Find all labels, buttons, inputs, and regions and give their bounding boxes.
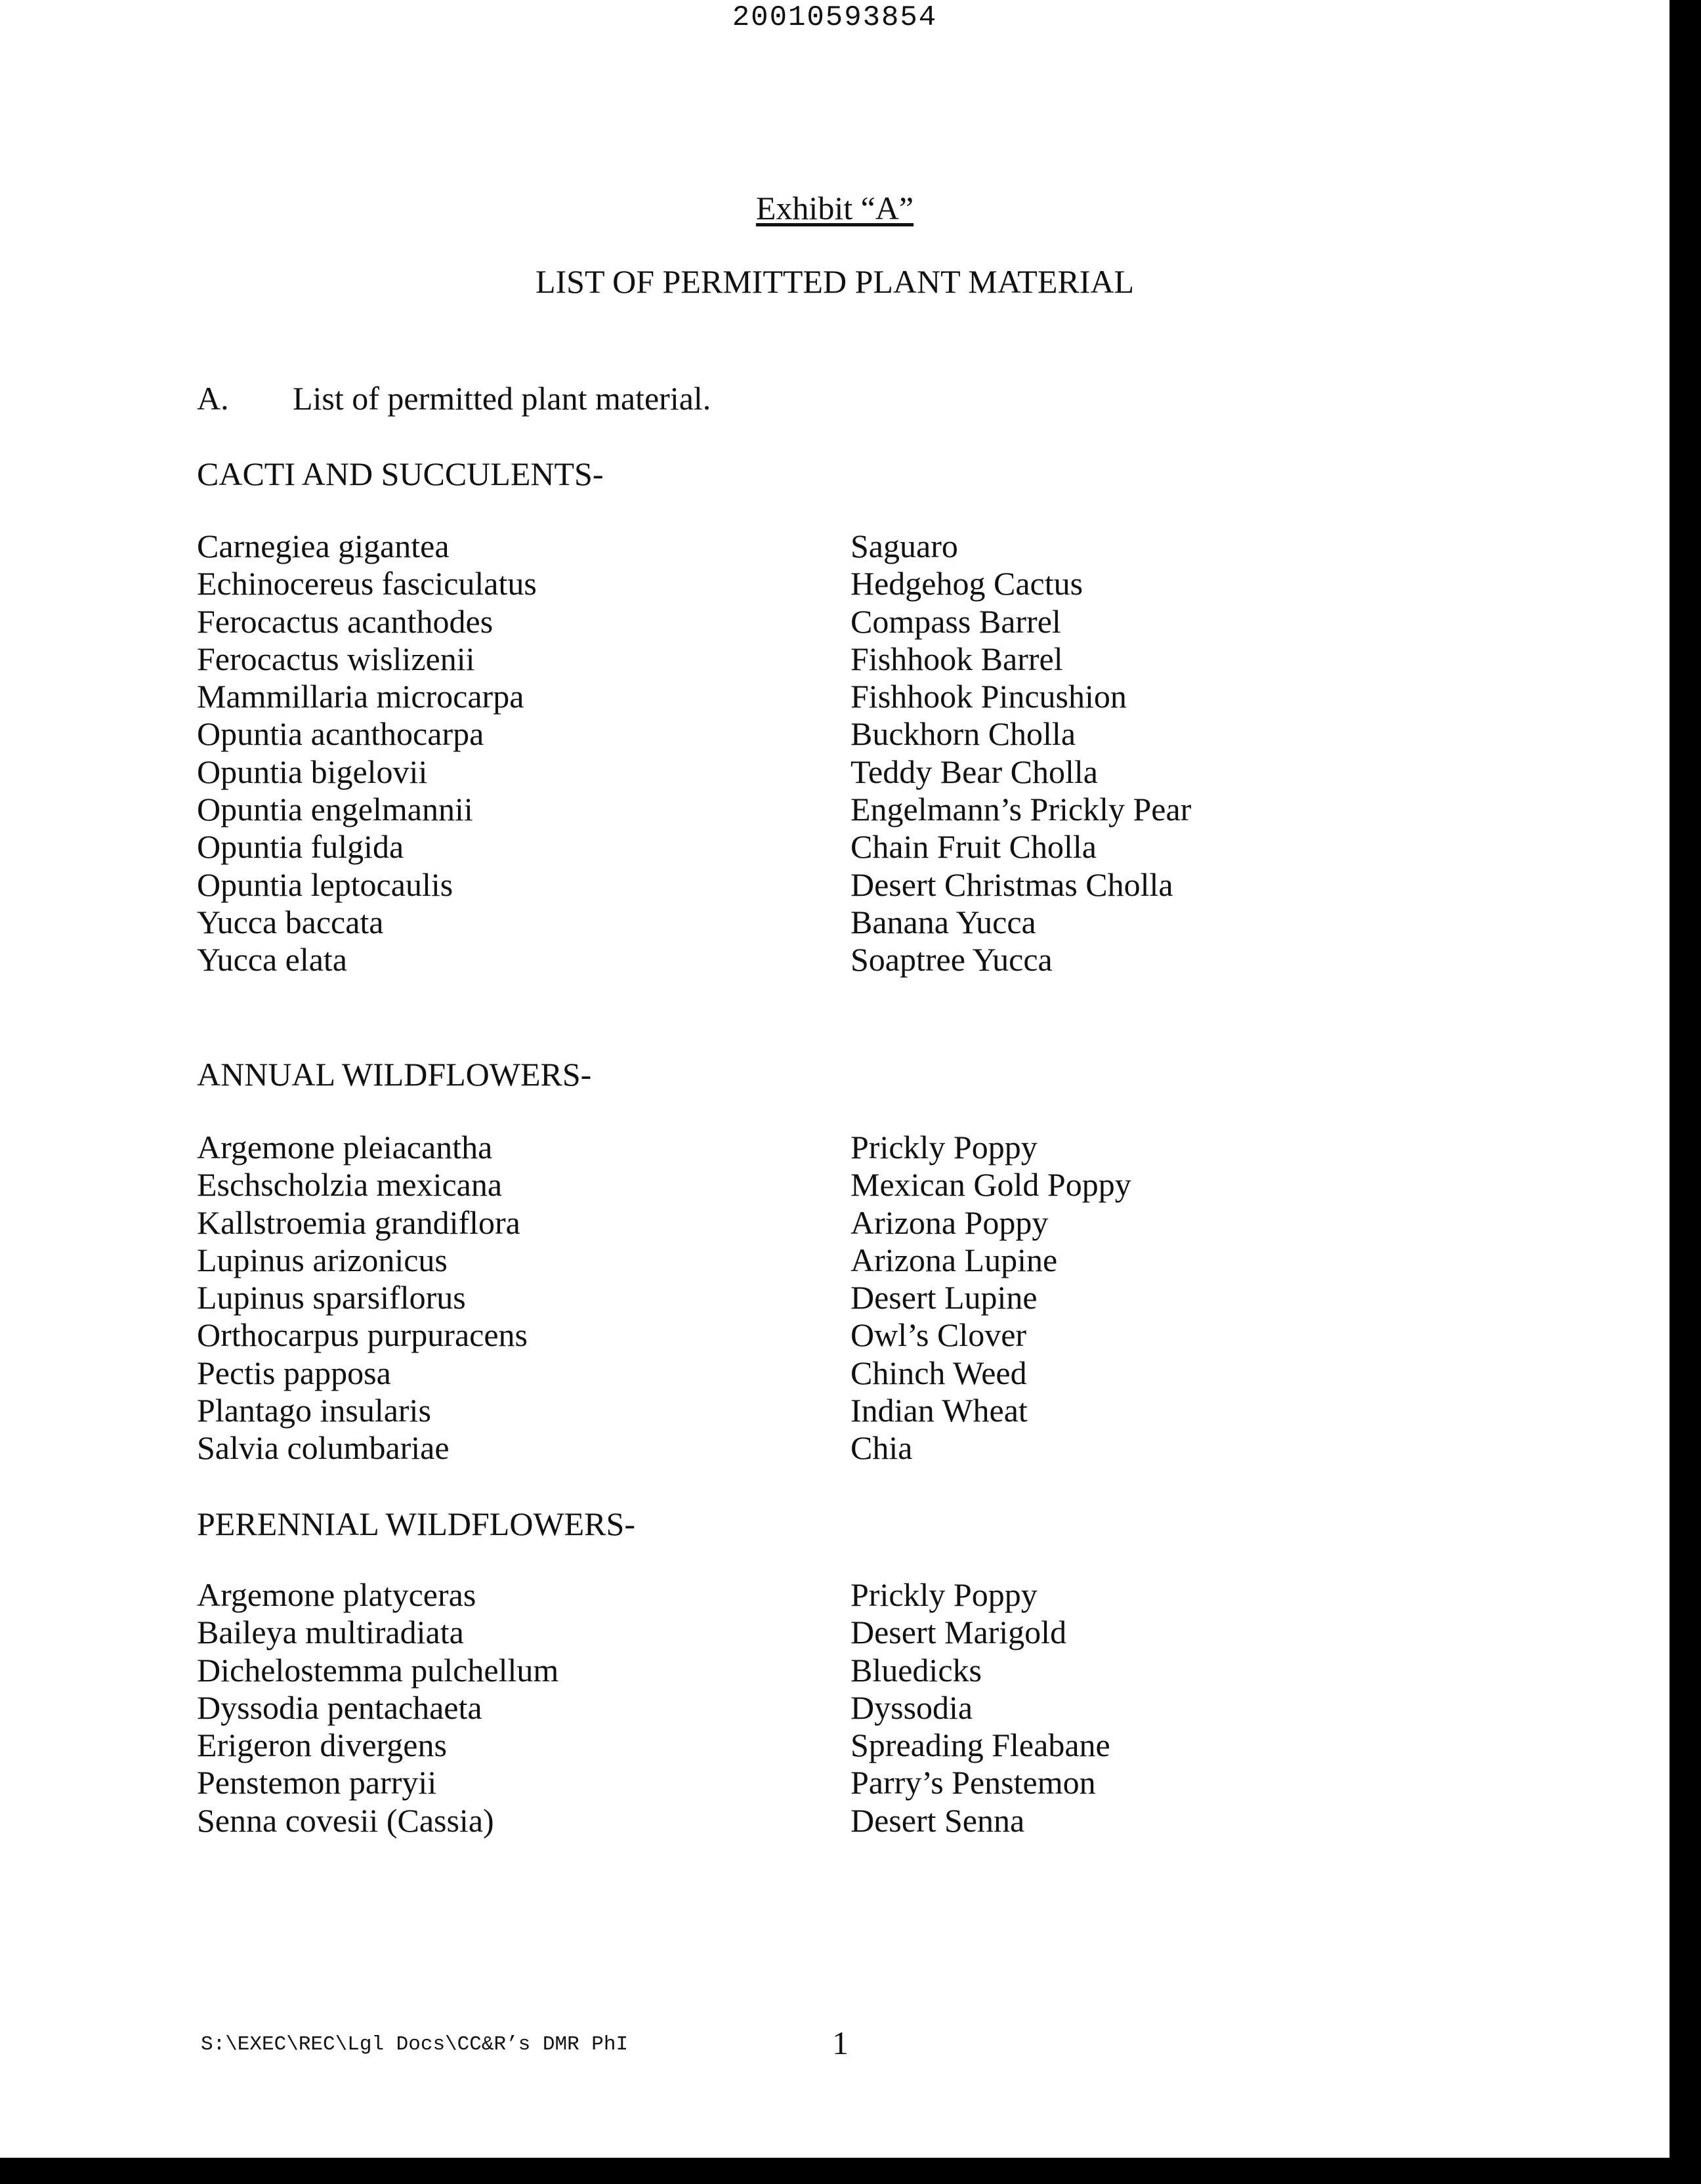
common-name: Chain Fruit Cholla — [850, 828, 1097, 866]
section-heading-perennial: PERENNIAL WILDFLOWERS- — [197, 1505, 635, 1542]
plant-row — [197, 941, 1575, 978]
page-number: 1 — [832, 2025, 849, 2061]
footer-file-path: S:\EXEC\REC\Lgl Docs\CC&R’s DMR PhI — [201, 2033, 629, 2056]
scientific-name: Dichelostemma pulchellum — [197, 1651, 559, 1689]
common-name: Bluedicks — [850, 1651, 982, 1689]
plant-row — [197, 678, 1575, 715]
common-name: Banana Yucca — [850, 903, 1036, 940]
plant-row — [197, 1764, 1575, 1801]
common-name: Prickly Poppy — [850, 1576, 1038, 1613]
section-a-marker: A. — [197, 380, 229, 417]
common-name: Teddy Bear Cholla — [850, 753, 1098, 790]
plant-list-annual — [197, 1129, 1575, 1467]
plant-row — [197, 1316, 1575, 1354]
common-name: Arizona Poppy — [850, 1204, 1049, 1241]
scientific-name: Salvia columbariae — [197, 1429, 450, 1467]
scientific-name: Lupinus arizonicus — [197, 1241, 448, 1278]
plant-row — [197, 1354, 1575, 1392]
scientific-name: Opuntia engelmannii — [197, 791, 473, 828]
scientific-name: Yucca baccata — [197, 903, 384, 940]
scientific-name: Ferocactus acanthodes — [197, 602, 494, 640]
plant-row — [197, 904, 1575, 941]
common-name: Parry’s Penstemon — [850, 1764, 1096, 1801]
plant-row — [197, 828, 1575, 866]
plant-row — [197, 1576, 1575, 1614]
plant-row — [197, 1652, 1575, 1689]
common-name: Buckhorn Cholla — [850, 715, 1076, 753]
scientific-name: Echinocereus fasciculatus — [197, 565, 537, 602]
plant-row — [197, 528, 1575, 565]
document-number: 20010593854 — [732, 1, 938, 34]
common-name: Indian Wheat — [850, 1392, 1028, 1429]
scientific-name: Carnegiea gigantea — [197, 528, 450, 564]
scientific-name: Dyssodia pentachaeta — [197, 1689, 482, 1726]
common-name: Desert Marigold — [850, 1614, 1067, 1651]
common-name: Saguaro — [850, 528, 958, 564]
scientific-name: Eschscholzia mexicana — [197, 1166, 503, 1204]
common-name: Arizona Lupine — [850, 1241, 1058, 1278]
scientific-name: Argemone platyceras — [197, 1576, 476, 1613]
scientific-name: Plantago insularis — [197, 1392, 431, 1429]
common-name: Compass Barrel — [850, 602, 1061, 640]
list-title: LIST OF PERMITTED PLANT MATERIAL — [535, 263, 1135, 300]
plant-row — [197, 1727, 1575, 1764]
common-name: Desert Christmas Cholla — [850, 866, 1173, 903]
plant-list-cacti — [197, 528, 1575, 979]
scientific-name: Baileya multiradiata — [197, 1614, 464, 1651]
scientific-name: Opuntia acanthocarpa — [197, 715, 484, 753]
common-name: Chinch Weed — [850, 1354, 1027, 1391]
plant-row — [197, 1614, 1575, 1651]
plant-row — [197, 1242, 1575, 1279]
common-name: Prickly Poppy — [850, 1129, 1038, 1166]
scientific-name: Penstemon parryii — [197, 1764, 437, 1801]
scan-edge-right — [1670, 0, 1701, 2184]
common-name: Engelmann’s Prickly Pear — [850, 791, 1192, 828]
common-name: Mexican Gold Poppy — [850, 1166, 1131, 1204]
common-name: Fishhook Pincushion — [850, 678, 1127, 715]
scientific-name: Opuntia bigelovii — [197, 753, 428, 790]
plant-row — [197, 1166, 1575, 1204]
plant-row — [197, 1204, 1575, 1242]
common-name: Spreading Fleabane — [850, 1727, 1110, 1764]
scientific-name: Lupinus sparsiflorus — [197, 1279, 466, 1316]
scientific-name: Mammillaria microcarpa — [197, 678, 524, 715]
plant-row — [197, 1689, 1575, 1727]
plant-row — [197, 565, 1575, 602]
scientific-name: Senna covesii (Cassia) — [197, 1801, 494, 1839]
plant-row — [197, 715, 1575, 753]
common-name: Hedgehog Cactus — [850, 565, 1083, 602]
common-name: Soaptree Yucca — [850, 941, 1053, 978]
scientific-name: Ferocactus wislizenii — [197, 640, 475, 677]
plant-row — [197, 1392, 1575, 1429]
common-name: Owl’s Clover — [850, 1316, 1027, 1354]
section-a — [197, 379, 711, 417]
plant-row — [197, 1429, 1575, 1467]
plant-row — [197, 1802, 1575, 1839]
exhibit-label: Exhibit “A” — [755, 190, 914, 226]
plant-row — [197, 1279, 1575, 1316]
scientific-name: Yucca elata — [197, 941, 348, 978]
scientific-name: Opuntia leptocaulis — [197, 866, 453, 903]
common-name: Fishhook Barrel — [850, 640, 1063, 677]
scientific-name: Argemone pleiacantha — [197, 1129, 493, 1166]
plant-row — [197, 866, 1575, 904]
plant-row — [197, 791, 1575, 828]
plant-list-perennial — [197, 1576, 1575, 1839]
plant-row — [197, 1129, 1575, 1166]
scientific-name: Pectis papposa — [197, 1354, 391, 1391]
section-heading-cacti: CACTI AND SUCCULENTS- — [197, 455, 604, 492]
plant-row — [197, 753, 1575, 791]
section-a-text: List of permitted plant material. — [293, 380, 711, 417]
scientific-name: Erigeron divergens — [197, 1727, 447, 1764]
exhibit-title — [0, 189, 1670, 227]
scan-edge-bottom — [0, 2158, 1701, 2184]
common-name: Desert Lupine — [850, 1279, 1038, 1316]
common-name: Dyssodia — [850, 1689, 973, 1726]
scientific-name: Opuntia fulgida — [197, 828, 404, 866]
common-name: Chia — [850, 1429, 913, 1467]
plant-row — [197, 603, 1575, 640]
scientific-name: Kallstroemia grandiflora — [197, 1204, 520, 1241]
common-name: Desert Senna — [850, 1801, 1025, 1839]
section-heading-annual: ANNUAL WILDFLOWERS- — [197, 1056, 592, 1093]
scientific-name: Orthocarpus purpuracens — [197, 1316, 528, 1354]
plant-row — [197, 640, 1575, 678]
